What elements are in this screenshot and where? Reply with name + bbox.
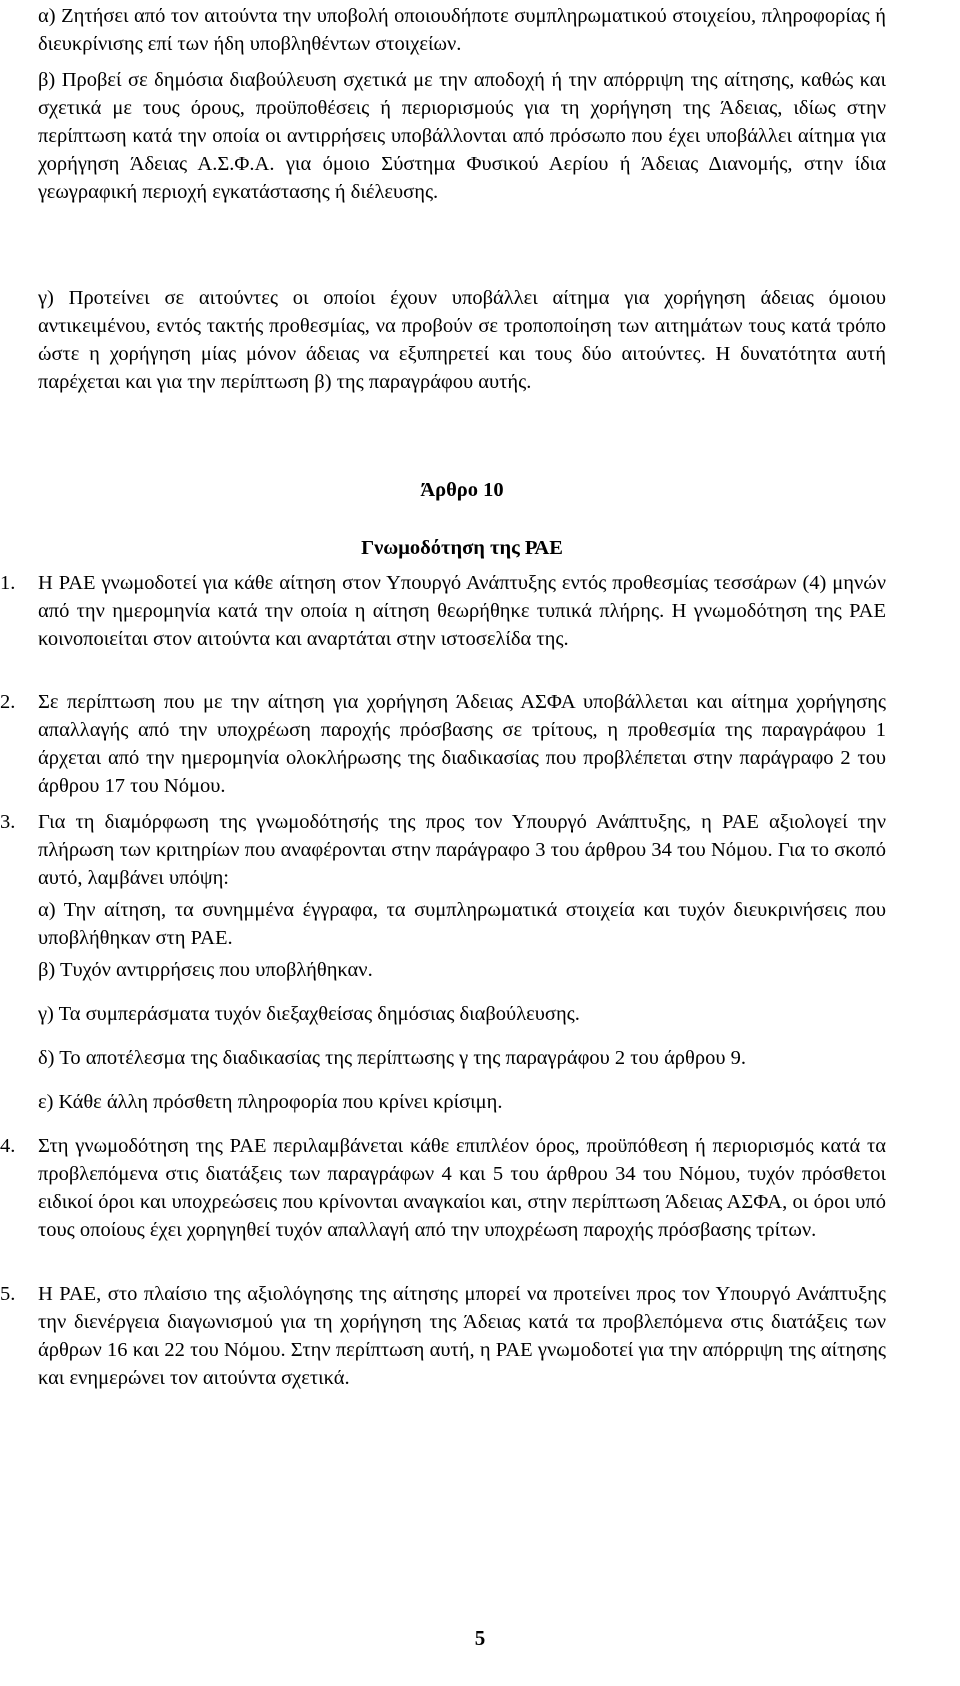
paragraph-alpha: α) Ζητήσει από τον αιτούντα την υποβολή οποιουδήποτε συμπληρωματικού στοιχείου, πληροφορίας ή διευκρίνισης επί των ήδη υποβληθέντων στοιχείων. — [38, 5, 886, 55]
numbered-item-3 — [0, 808, 886, 892]
numbered-item-2 — [0, 688, 886, 800]
item-number: 5. — [0, 1283, 16, 1305]
numbered-item-5 — [0, 1280, 886, 1392]
item-number: 2. — [0, 691, 16, 713]
numbered-item-4 — [0, 1132, 886, 1244]
item-number: 4. — [0, 1135, 16, 1157]
subitem-delta: δ) Το αποτέλεσμα της διαδικασίας της περίπτωσης γ της παραγράφου 2 του άρθρου 9. — [38, 1047, 746, 1069]
item-text: Για τη διαμόρφωση της γνωμοδότησής της προς τον Υπουργό Ανάπτυξης, η ΡΑΕ αξιολογεί την πλήρωση των κριτηρίων που αναφέρονται στην παράγραφο 3 του άρθρου 34 του Νόμου. Για το σκοπό αυτό, λαμβάνει υπόψη: — [38, 811, 886, 889]
item-text: Στη γνωμοδότηση της ΡΑΕ περιλαμβάνεται κάθε επιπλέον όρος, προϋπόθεση ή περιορισμός κατά τα προβλεπόμενα στις διατάξεις των παραγράφων 4 και 5 του άρθρου 34 του Νόμου, τυχόν πρόσθετοι ειδικοί όροι και υποχρεώσεις που κρίνονται αναγκαίοι και, στην περίπτωση Άδειας ΑΣΦΑ, οι όροι υπό τους οποίους έχει χορηγηθεί τυχόν απαλλαγή από την υποχρέωση παροχής πρόσβασης τρίτων. — [38, 1135, 886, 1241]
subitem-alpha: α) Την αίτηση, τα συνημμένα έγγραφα, τα συμπληρωματικά στοιχεία και τυχόν διευκρινήσεις που υποβλήθηκαν στη ΡΑΕ. — [38, 899, 886, 949]
numbered-item-1 — [0, 569, 886, 653]
paragraph-gamma: γ) Προτείνει σε αιτούντες οι οποίοι έχουν υποβάλλει αίτημα για χορήγηση άδειας όμοιου αντικειμένου, εντός τακτής προθεσμίας, να προβούν σε τροποποίηση των αιτημάτων τους κατά τρόπο ώστε η χορήγηση μίας μόνον άδειας να εξυπηρετεί και τους δύο αιτούντες. Η δυνατότητα αυτή παρέχεται και για την περίπτωση β) της παραγράφου αυτής. — [38, 287, 886, 393]
item-number: 3. — [0, 811, 16, 833]
item-text: Η ΡΑΕ γνωμοδοτεί για κάθε αίτηση στον Υπουργό Ανάπτυξης εντός προθεσμίας τεσσάρων (4) μηνών από την ημερομηνία κατά την οποία η αίτηση θεωρήθηκε τυπικά πλήρης. Η γνωμοδότηση της ΡΑΕ κοινοποιείται στον αιτούντα και αναρτάται στην ιστοσελίδα της. — [38, 572, 886, 650]
item-text: Σε περίπτωση που με την αίτηση για χορήγηση Άδειας ΑΣΦΑ υποβάλλεται και αίτημα χορήγησης απαλλαγής από την υποχρέωση παροχής πρόσβασης σε τρίτους, η προθεσμία της παραγράφου 1 άρχεται από την ημερομηνία ολοκλήρωσης της διαδικασίας που προβλέπεται στην παράγραφο 2 του άρθρου 17 του Νόμου. — [38, 691, 886, 797]
subitem-epsilon: ε) Κάθε άλλη πρόσθετη πληροφορία που κρίνει κρίσιμη. — [38, 1091, 503, 1113]
item-number: 1. — [0, 572, 16, 594]
page-number: 5 — [474, 1626, 486, 1650]
subitem-beta: β) Τυχόν αντιρρήσεις που υποβλήθηκαν. — [38, 959, 373, 981]
article-number: Άρθρο 10 — [420, 479, 504, 501]
paragraph-beta: β) Προβεί σε δημόσια διαβούλευση σχετικά με την αποδοχή ή την απόρριψη της αίτησης, καθώς και σχετικά με τους όρους, προϋποθέσεις ή περιορισμούς για τη χορήγηση της Άδειας, ιδίως στην περίπτωση κατά την οποία οι αντιρρήσεις υποβάλλονται από πρόσωπο που έχει υποβάλλει αίτημα για χορήγηση Άδειας Α.Σ.Φ.Α. για όμοιο Σύστημα Φυσικού Αερίου ή Άδειας Διανομής, στην ίδια γεωγραφική περιοχή εγκατάστασης ή διέλευσης. — [38, 69, 886, 203]
item-text: Η ΡΑΕ, στο πλαίσιο της αξιολόγησης της αίτησης μπορεί να προτείνει προς τον Υπουργό Ανάπτυξης την διενέργεια διαγωνισμού για τη χορήγηση της Άδειας κατά τα προβλεπόμενα στις διατάξεις των άρθρων 16 και 22 του Νόμου. Στην περίπτωση αυτή, η ΡΑΕ γνωμοδοτεί για την απόρριψη της αίτησης και ενημερώνει τον αιτούντα σχετικά. — [38, 1283, 886, 1389]
article-title: Γνωμοδότηση της ΡΑΕ — [361, 537, 563, 559]
subitem-gamma: γ) Τα συμπεράσματα τυχόν διεξαχθείσας δημόσιας διαβούλευσης. — [38, 1003, 580, 1025]
